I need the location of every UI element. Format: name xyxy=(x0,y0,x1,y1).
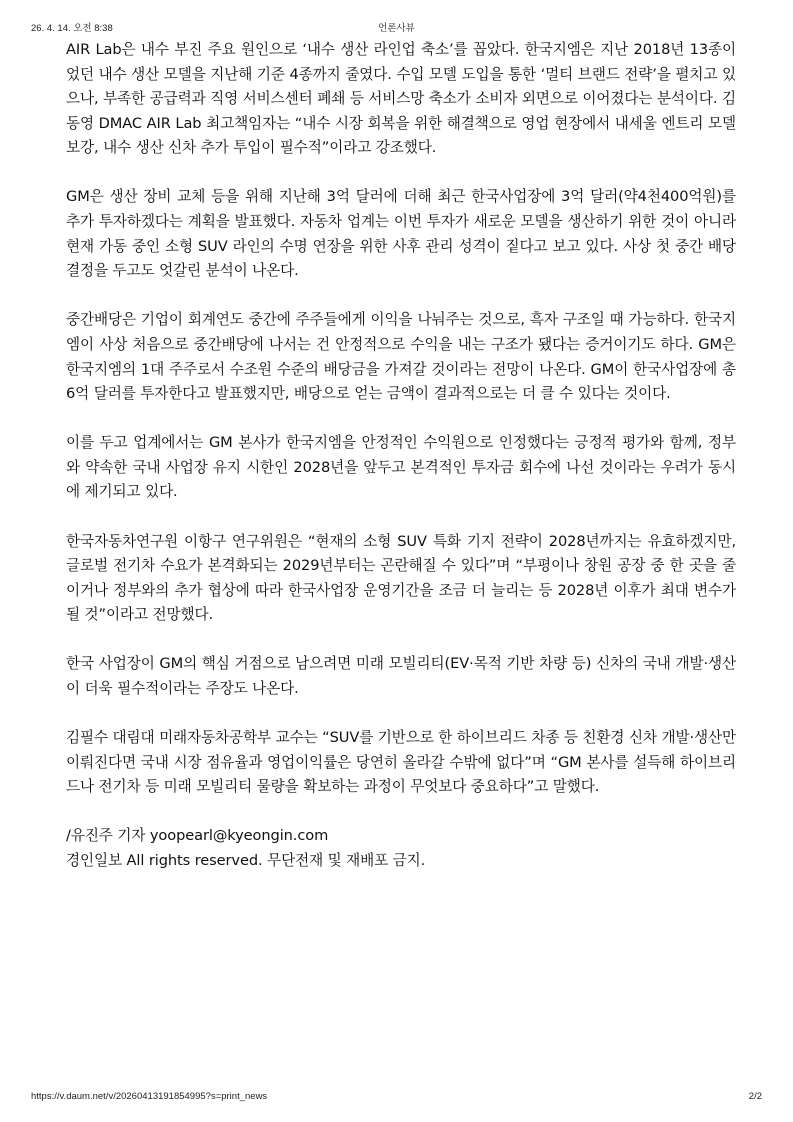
article-paragraph: 김필수 대림대 미래자동차공학부 교수는 “SUV를 기반으로 한 하이브리드 차종 등 친환경 신차 개발·생산만 이뤄진다면 국내 시장 점유율과 영업이익률은 당연히 올라갈 수밖에 없다”며 “GM 본사를 설득해 하이브리드나 전기차 등 미래 모빌리티 물량을 확보하는 과정이 무엇보다 중요하다”고 말했다. xyxy=(66,729,736,796)
print-date: 26. 4. 14. 오전 8:38 xyxy=(31,23,113,34)
print-header xyxy=(31,20,762,34)
article-paragraph: 한국 사업장이 GM의 핵심 거점으로 남으려면 미래 모빌리티(EV·목적 기반 차량 등) 신차의 국내 개발·생산이 더욱 필수적이라는 주장도 나온다. xyxy=(66,655,736,697)
article-copyright: 경인일보 All rights reserved. 무단전재 및 재배포 금지. xyxy=(66,851,426,869)
print-footer xyxy=(31,1091,762,1105)
page-number: 2/2 xyxy=(748,1091,762,1102)
article-paragraph: AIR Lab은 내수 부진 주요 원인으로 ‘내수 생산 라인업 축소’를 꼽았다. 한국지엠은 지난 2018년 13종이었던 내수 생산 모델을 지난해 기준 4종까지 줄였다. 수입 모델 도입을 통한 ‘멀티 브랜드 전략’을 펼치고 있으나, 부족한 공급력과 직영 서비스센터 폐쇄 등 서비스망 축소가 소비자 외면으로 이어졌다는 분석이다. 김동영 DMAC AIR Lab 최고책임자는 “내수 시장 회복을 위한 해결책으로 영업 현장에서 내세울 엔트리 모델 보강, 내수 생산 신차 추가 투입이 필수적”이라고 강조했다. xyxy=(66,41,736,157)
article-body xyxy=(66,38,736,874)
print-page-title: 언론사뷰 xyxy=(378,23,415,34)
article-paragraph: GM은 생산 장비 교체 등을 위해 지난해 3억 달러에 더해 최근 한국사업장에 3억 달러(약4천400억원)를 추가 투자하겠다는 계획을 발표했다. 자동차 업계는 이번 투자가 새로운 모델을 생산하기 위한 것이 아니라 현재 가동 중인 소형 SUV 라인의 수명 연장을 위한 사후 관리 성격이 짙다고 보고 있다. 사상 첫 중간 배당 결정을 두고도 엇갈린 분석이 나온다. xyxy=(66,188,736,280)
article-paragraph: 이를 두고 업계에서는 GM 본사가 한국지엠을 안정적인 수익원으로 인정했다는 긍정적 평가와 함께, 정부와 약속한 국내 사업장 유지 시한인 2028년을 앞두고 본격적인 투자금 회수에 나선 것이라는 우려가 동시에 제기되고 있다. xyxy=(66,434,736,501)
article-byline: /유진주 기자 yoopearl@kyeongin.com xyxy=(66,827,329,845)
article-paragraph: 중간배당은 기업이 회계연도 중간에 주주들에게 이익을 나눠주는 것으로, 흑자 구조일 때 가능하다. 한국지엠이 사상 처음으로 중간배당에 나서는 건 안정적으로 수익을 내는 구조가 됐다는 증거이기도 하다. GM은 한국지엠의 1대 주주로서 수조원 수준의 배당금을 가져갈 것이라는 전망이 나온다. GM이 한국사업장에 총 6억 달러를 투자한다고 발표했지만, 배당으로 얻는 금액이 결과적으로는 더 클 수 있다는 것이다. xyxy=(66,311,736,403)
article-paragraph: 한국자동차연구원 이항구 연구위원은 “현재의 소형 SUV 특화 기지 전략이 2028년까지는 유효하겠지만, 글로벌 전기차 수요가 본격화되는 2029년부터는 곤란해질 수 있다”며 “부평이나 창원 공장 중 한 곳을 줄이거나 정부와의 추가 협상에 따라 한국사업장 운영기간을 조금 더 늘리는 등 2028년 이후가 최대 변수가 될 것”이라고 전망했다. xyxy=(66,532,736,624)
print-source-url: https://v.daum.net/v/20260413191854995?s=print_news xyxy=(31,1091,268,1102)
